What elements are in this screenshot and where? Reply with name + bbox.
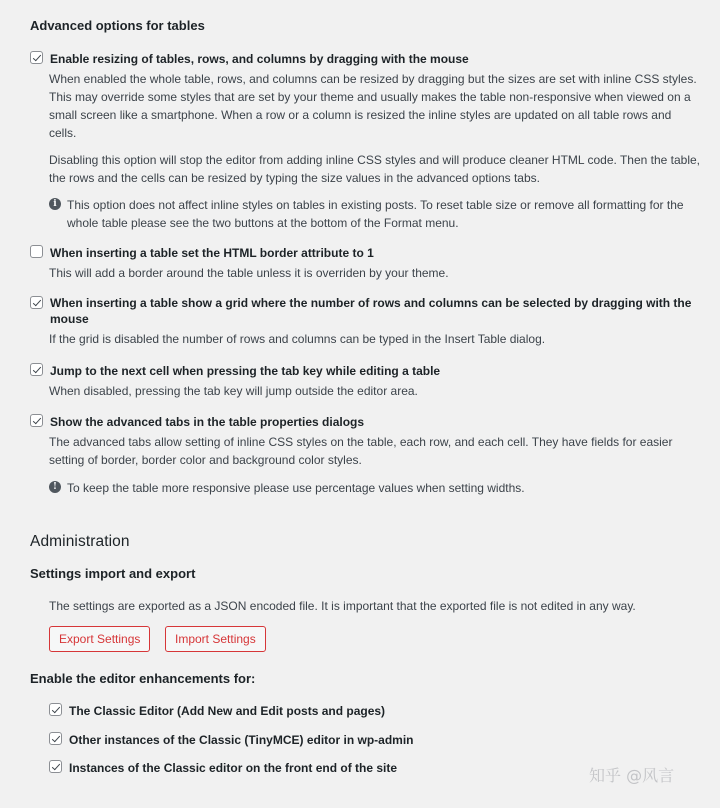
option-border-checkbox[interactable] — [30, 245, 43, 258]
option-tab-key-label[interactable]: Jump to the next cell when pressing the tab key while editing a table — [30, 362, 700, 380]
editor-tinymce-label[interactable]: Other instances of the Classic (TinyMCE) editor in wp-admin — [49, 731, 719, 749]
editor-classic-checkbox[interactable] — [49, 703, 62, 716]
option-border-label[interactable]: When inserting a table set the HTML border attribute to 1 — [30, 244, 700, 262]
editor-tinymce — [49, 731, 719, 749]
option-resizing-checkbox[interactable] — [30, 51, 43, 64]
warning-icon: ! — [49, 481, 61, 493]
option-resizing-label[interactable]: Enable resizing of tables, rows, and columns by dragging with the mouse — [30, 50, 700, 68]
option-border-desc: This will add a border around the table unless it is overriden by your theme. — [49, 266, 449, 280]
option-resizing-desc: When enabled the whole table, rows, and columns can be resized by dragging but the sizes are set with inline CSS styles. This may override some styles that are set by your theme and usually makes the table non-responsive when viewed on a small screen like a smartphone. When a row or a column is resized the inline styles are updated on all table rows and cells. Disabling this option will stop the editor from adding inline CSS styles and will produce cleaner HTML code. Then the table, the rows and the cells can be resized by typing the size values in the advanced options tabs. i This option does not affect inline styles on tables in existing posts. To reset table size or remove all formatting for the whole table please see the two buttons at the bottom of the Format menu. — [49, 72, 701, 230]
editor-tinymce-checkbox[interactable] — [49, 732, 62, 745]
option-grid-checkbox[interactable] — [30, 296, 43, 309]
option-tab-key — [30, 362, 700, 400]
import-settings-button[interactable]: Import Settings — [165, 626, 266, 652]
option-advanced-tabs-desc: The advanced tabs allow setting of inline CSS styles on the table, each row, and each cell. They have fields for easier setting of border, border color and background color styles. ! To keep the table more responsive please use percentage values when setting widths. — [49, 433, 700, 497]
option-tab-key-desc: When disabled, pressing the tab key will jump outside the editor area. — [49, 384, 418, 398]
editor-classic — [49, 702, 719, 720]
export-settings-button[interactable]: Export Settings — [49, 626, 150, 652]
import-export-desc: The settings are exported as a JSON encoded file. It is important that the exported file is not edited in any way. — [49, 599, 636, 613]
administration-title: Administration — [30, 533, 130, 550]
option-resizing — [30, 50, 700, 232]
option-tab-key-checkbox[interactable] — [30, 363, 43, 376]
editor-classic-label[interactable]: The Classic Editor (Add New and Edit posts and pages) — [49, 702, 719, 720]
option-advanced-tabs-checkbox[interactable] — [30, 414, 43, 427]
import-export-title: Settings import and export — [30, 566, 196, 581]
enable-enhancements-title: Enable the editor enhancements for: — [30, 671, 256, 686]
option-border-attribute — [30, 244, 700, 282]
info-icon: i — [49, 198, 61, 210]
option-resizing-note: i This option does not affect inline styles on tables in existing posts. To reset table size or remove all formatting for the whole table please see the two buttons at the bottom of the Format menu. — [49, 196, 700, 232]
option-grid-label[interactable]: When inserting a table show a grid where the number of rows and columns can be selected by dragging with the mouse — [30, 295, 700, 327]
editor-frontend-label[interactable]: Instances of the Classic editor on the front end of the site — [49, 759, 719, 777]
editor-frontend-checkbox[interactable] — [49, 760, 62, 773]
tables-section-title: Advanced options for tables — [30, 18, 205, 33]
option-advanced-tabs — [30, 413, 700, 497]
option-advanced-tabs-note: ! To keep the table more responsive please use percentage values when setting widths. — [49, 479, 700, 497]
option-grid — [30, 295, 700, 348]
option-grid-desc: If the grid is disabled the number of rows and columns can be typed in the Insert Table dialog. — [49, 332, 546, 346]
watermark: 知乎 @风言 — [589, 766, 675, 785]
option-advanced-tabs-label[interactable]: Show the advanced tabs in the table properties dialogs — [30, 413, 700, 431]
